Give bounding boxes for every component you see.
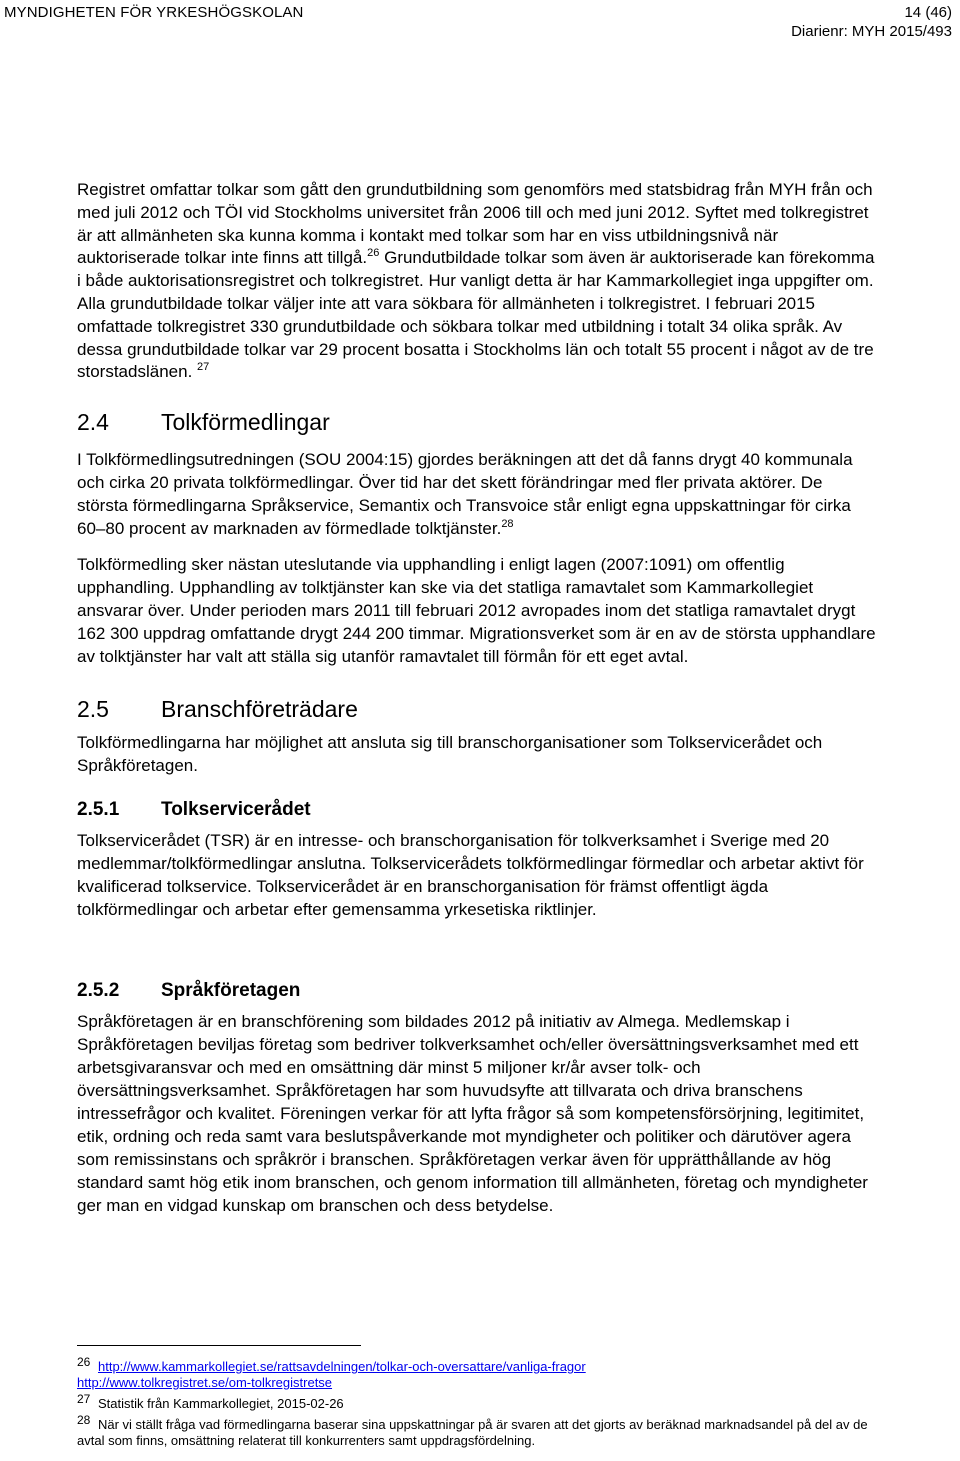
footnote-27 [77,1391,877,1412]
section-title: Branschföreträdare [161,696,358,723]
section-title: Språkföretagen [161,979,301,1001]
footnote-text: När vi ställt fråga vad förmedlingarna baserar sina uppskattningar på är svaren att det gjorts av beräknad marknadsandel på del av de avtal som finns, omsättning relaterat till konkurrenters samt uppdragsfördelning. [77,1417,868,1448]
section-number: 2.5.1 [77,799,120,821]
section-number: 2.4 [77,409,109,436]
paragraph-sprakforetagen: Språkföretagen är en branschförening som bildades 2012 på initiativ av Almega. Medlemskap i Språkföretagen beviljas företag som bedriver tolkverksamhet och/eller översättningsverksamhet med ett arbetsgivaransvar och med en omsättning där minst 5 miljoner kr/år avser tolk- och översättningsverksamhet. Språkföretagen har som huvudsyfte att tillvarata och driva branschens intressefrågor och kvalitet. Föreningen verkar för att lyfta frågor så som kompetensförsörjning, legitimitet, etik, ordning och reda samt vara beslutspåverkande mot myndigheter och politiker och därutöver agera som remissinstans och språkrör i branschen. Språkföretagen verkar även för upprätthållande av hög standard samt hög etik inom branschen, och genom information till allmänheten, företag och myndigheter ger man en vidgad kunskap om branschen och dess betydelse. [77,1011,868,1216]
section-title: Tolkförmedlingar [161,409,330,436]
section-heading-2-5 [77,696,877,723]
organization-name: MYNDIGHETEN FÖR YRKESHÖGSKOLAN [4,4,304,21]
footnote-number: 28 [77,1413,91,1427]
page-number: 14 (46) [904,4,952,21]
paragraph-tolkformedlingar-1: I Tolkförmedlingsutredningen (SOU 2004:15) gjordes beräkningen att det då fanns drygt 40 kommunala och cirka 20 privata tolkförmedlingar. Över tid har det skett förändringar med fler privata aktörer. De största förmedlingarna Språkservice, Semantix och Transvoice står enligt egna uppskattningar för cirka 60–80 procent av marknaden av förmedlade tolktjänster.$^{28}$ [77,450,853,539]
section-number: 2.5.2 [77,979,120,1001]
section-number: 2.5 [77,696,109,723]
footnote-link-tolkregistret[interactable]: http://www.tolkregistret.se/om-tolkregistretse [77,1375,333,1390]
intro-text-2: Grundutbildade tolkar som även är auktoriserade kan förekomma i både auktorisationsregistret och tolkregistret. Hur vanligt detta är har Kammarkollegiet inga uppgifter om. Alla grundutbildade tolkar väljer inte att vara sökbara för allmänheten i tolkregistret. I februari 2015 omfattade tolkregistret 330 grundutbildade och sökbara tolkar med utbildning i totalt 34 olika språk. Av dessa grundutbildade tolkar var 29 procent bosatta i Stockholms län och totalt 55 procent i något av de tre storstadslänen. [77,248,875,382]
footnote-ref-26[interactable]: 26 [367,247,380,260]
paragraph-branschforetradare: Tolkförmedlingarna har möjlighet att ansluta sig till branschorganisationer som Tolkservicerådet och Språkföretagen. [77,733,823,776]
intro-text-1: Registret omfattar tolkar som gått den grundutbildning som genomförs med statsbidrag från MYH från och med juli 2012 och TÖI vid Stockholms universitet från 2006 till och med juni 2012. Syftet med tolkregistret är att allmänheten ska kunna komma i kontakt med tolkar som har en viss utbildningsnivå när auktoriserade tolkar inte finns att tillgå. [77,180,873,268]
section-heading-2-5-2 [77,980,877,1002]
footnote-link-kammarkollegiet[interactable]: http://www.kammarkollegiet.se/rattsavdelningen/tolkar-och-oversattare/vanliga-fragor [97,1359,586,1374]
footnote-number: 26 [77,1355,91,1369]
footnote-ref-27[interactable]: 27 [197,361,210,374]
footnote-divider [77,1345,361,1346]
intro-paragraph [77,179,877,384]
section-heading-2-5-1 [77,799,877,821]
document-body [77,179,877,1217]
paragraph-tolkservicerадet: Tolkservicerådet (TSR) är en intresse- och branschorganisation för tolkverksamhet i Sverige med 20 medlemmar/tolkförmedlingar anslutna. Tolkservicerådets tolkförmedlingar förmedlar och arbetar aktivt för kvalificerad tolkservice. Tolkservicerådet är en branschorganisation för främst offentligt ägda tolkförmedlingar och arbetar efter gemensamma yrkesetiska riktlinjer. [77,831,864,920]
footnote-number: 27 [77,1392,91,1406]
footnote-28 [77,1412,877,1449]
footnotes [77,1345,877,1449]
section-title: Tolkservicerådet [161,799,311,821]
section-heading-2-4 [77,409,877,436]
footnote-26-continued [77,1375,877,1391]
diarie-number: Diarienr: MYH 2015/493 [791,23,952,40]
paragraph-tolkformedlingar-2: Tolkförmedling sker nästan uteslutande via upphandling i enligt lagen (2007:1091) om offentlig upphandling. Upphandling av tolktjänster kan ske via det statliga ramavtalet som Kammarkollegiet ansvarar över. Under perioden mars 2011 till februari 2012 avropades inom det statliga ramavtalet drygt 162 300 uppdrag omfattande drygt 244 200 timmar. Migrationsverket som är en av de största upphandlare av tolktjänster har valt att ställa sig utanför ramavtalet till förmån för ett eget avtal. [77,554,876,666]
footnote-ref-28[interactable]: 28 [501,518,514,531]
footnote-26 [77,1354,877,1375]
footnote-text: Statistik från Kammarkollegiet, 2015-02-26 [97,1396,344,1411]
